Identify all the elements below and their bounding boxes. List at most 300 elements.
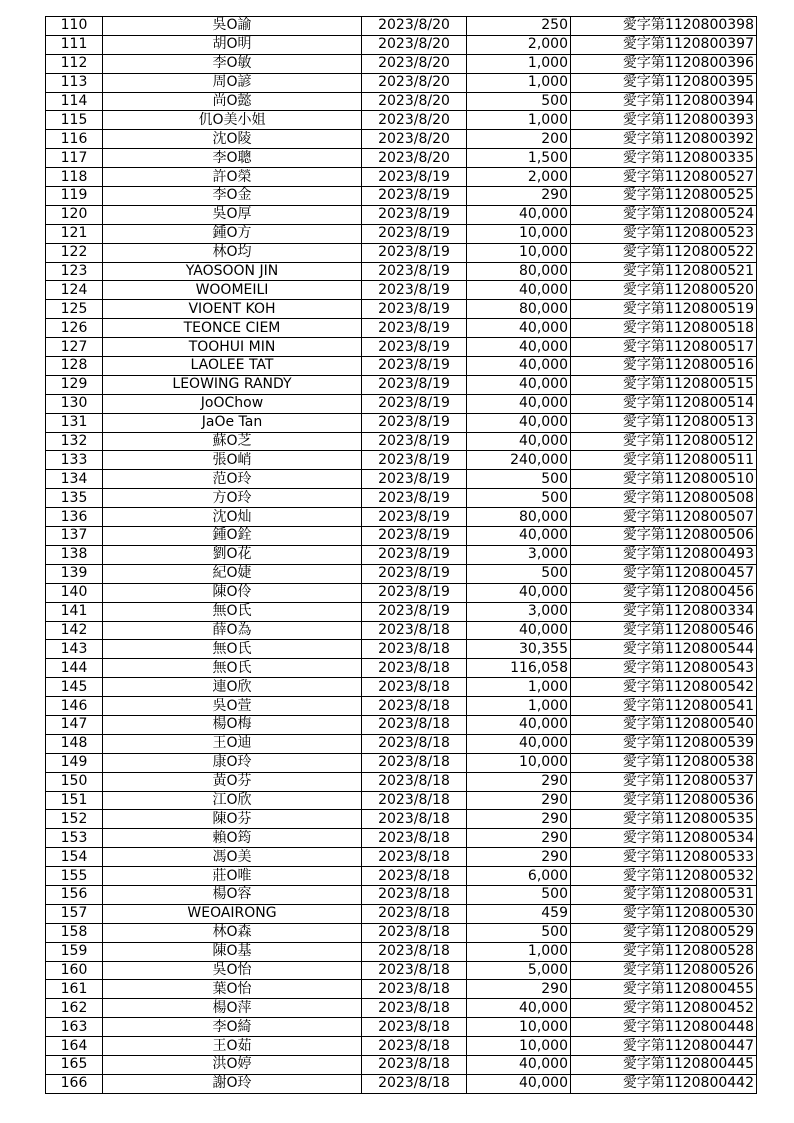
row-number: 136 bbox=[46, 508, 103, 527]
row-number: 164 bbox=[46, 1037, 103, 1056]
donation-amount: 3,000 bbox=[467, 602, 571, 621]
donation-amount: 2,000 bbox=[467, 168, 571, 187]
receipt-number: 愛字第1120800335 bbox=[571, 149, 757, 168]
donation-amount: 1,000 bbox=[467, 697, 571, 716]
donation-date: 2023/8/18 bbox=[362, 772, 467, 791]
donation-amount: 200 bbox=[467, 130, 571, 149]
donation-amount: 30,355 bbox=[467, 640, 571, 659]
receipt-number: 愛字第1120800515 bbox=[571, 375, 757, 394]
row-number: 146 bbox=[46, 697, 103, 716]
row-number: 157 bbox=[46, 904, 103, 923]
donation-amount: 5,000 bbox=[467, 961, 571, 980]
donation-date: 2023/8/18 bbox=[362, 810, 467, 829]
donation-date: 2023/8/18 bbox=[362, 715, 467, 734]
donation-date: 2023/8/19 bbox=[362, 583, 467, 602]
donation-date: 2023/8/19 bbox=[362, 470, 467, 489]
receipt-number: 愛字第1120800394 bbox=[571, 92, 757, 111]
row-number: 137 bbox=[46, 527, 103, 546]
donor-name: 洪O婷 bbox=[103, 1055, 362, 1074]
row-number: 132 bbox=[46, 432, 103, 451]
table-row bbox=[46, 621, 757, 640]
table-row bbox=[46, 678, 757, 697]
receipt-number: 愛字第1120800392 bbox=[571, 130, 757, 149]
donation-amount: 1,000 bbox=[467, 942, 571, 961]
receipt-number: 愛字第1120800513 bbox=[571, 413, 757, 432]
donor-name: 楊O梅 bbox=[103, 715, 362, 734]
donor-name: 吳O怡 bbox=[103, 961, 362, 980]
receipt-number: 愛字第1120800539 bbox=[571, 734, 757, 753]
donation-date: 2023/8/18 bbox=[362, 829, 467, 848]
donor-name: 無O氏 bbox=[103, 602, 362, 621]
donor-name: JaOe Tan bbox=[103, 413, 362, 432]
donation-date: 2023/8/19 bbox=[362, 243, 467, 262]
receipt-number: 愛字第1120800442 bbox=[571, 1074, 757, 1093]
donation-amount: 500 bbox=[467, 489, 571, 508]
donor-name: 連O欣 bbox=[103, 678, 362, 697]
table-row bbox=[46, 92, 757, 111]
donation-date: 2023/8/19 bbox=[362, 489, 467, 508]
row-number: 156 bbox=[46, 885, 103, 904]
donation-amount: 290 bbox=[467, 772, 571, 791]
table-row bbox=[46, 564, 757, 583]
receipt-number: 愛字第1120800529 bbox=[571, 923, 757, 942]
donation-date: 2023/8/19 bbox=[362, 300, 467, 319]
donation-amount: 2,000 bbox=[467, 35, 571, 54]
receipt-number: 愛字第1120800531 bbox=[571, 885, 757, 904]
donor-name: 王O茹 bbox=[103, 1037, 362, 1056]
donation-date: 2023/8/19 bbox=[362, 508, 467, 527]
table-row bbox=[46, 829, 757, 848]
row-number: 126 bbox=[46, 319, 103, 338]
donation-amount: 290 bbox=[467, 810, 571, 829]
donation-amount: 40,000 bbox=[467, 527, 571, 546]
donor-name: TOOHUI MIN bbox=[103, 338, 362, 357]
receipt-number: 愛字第1120800393 bbox=[571, 111, 757, 130]
row-number: 118 bbox=[46, 168, 103, 187]
donation-date: 2023/8/18 bbox=[362, 867, 467, 886]
table-row bbox=[46, 168, 757, 187]
donation-amount: 500 bbox=[467, 564, 571, 583]
donation-date: 2023/8/19 bbox=[362, 527, 467, 546]
receipt-number: 愛字第1120800544 bbox=[571, 640, 757, 659]
donation-amount: 3,000 bbox=[467, 545, 571, 564]
receipt-number: 愛字第1120800530 bbox=[571, 904, 757, 923]
donor-name: 范O玲 bbox=[103, 470, 362, 489]
table-row bbox=[46, 942, 757, 961]
table-row bbox=[46, 73, 757, 92]
row-number: 124 bbox=[46, 281, 103, 300]
row-number: 122 bbox=[46, 243, 103, 262]
donor-name: 周O諺 bbox=[103, 73, 362, 92]
donation-date: 2023/8/20 bbox=[362, 149, 467, 168]
receipt-number: 愛字第1120800493 bbox=[571, 545, 757, 564]
table-row bbox=[46, 281, 757, 300]
donation-date: 2023/8/19 bbox=[362, 205, 467, 224]
donation-date: 2023/8/18 bbox=[362, 848, 467, 867]
row-number: 133 bbox=[46, 451, 103, 470]
donation-date: 2023/8/19 bbox=[362, 168, 467, 187]
table-row bbox=[46, 697, 757, 716]
row-number: 166 bbox=[46, 1074, 103, 1093]
table-row bbox=[46, 205, 757, 224]
row-number: 130 bbox=[46, 394, 103, 413]
donor-name: VIOENT KOH bbox=[103, 300, 362, 319]
donation-amount: 10,000 bbox=[467, 243, 571, 262]
table-row bbox=[46, 715, 757, 734]
row-number: 111 bbox=[46, 35, 103, 54]
donor-name: 黃O芬 bbox=[103, 772, 362, 791]
donation-amount: 290 bbox=[467, 791, 571, 810]
table-row bbox=[46, 602, 757, 621]
table-row bbox=[46, 1055, 757, 1074]
donation-amount: 40,000 bbox=[467, 338, 571, 357]
table-row bbox=[46, 357, 757, 376]
row-number: 151 bbox=[46, 791, 103, 810]
table-row bbox=[46, 659, 757, 678]
row-number: 148 bbox=[46, 734, 103, 753]
donation-date: 2023/8/19 bbox=[362, 394, 467, 413]
donor-name: 康O玲 bbox=[103, 753, 362, 772]
table-row bbox=[46, 1037, 757, 1056]
table-row bbox=[46, 338, 757, 357]
receipt-number: 愛字第1120800541 bbox=[571, 697, 757, 716]
donation-table bbox=[45, 16, 757, 1094]
donation-date: 2023/8/18 bbox=[362, 1074, 467, 1093]
receipt-number: 愛字第1120800396 bbox=[571, 54, 757, 73]
donation-amount: 40,000 bbox=[467, 281, 571, 300]
donation-date: 2023/8/18 bbox=[362, 980, 467, 999]
receipt-number: 愛字第1120800528 bbox=[571, 942, 757, 961]
row-number: 160 bbox=[46, 961, 103, 980]
donor-name: 鍾O銓 bbox=[103, 527, 362, 546]
donation-date: 2023/8/19 bbox=[362, 357, 467, 376]
donor-name: 莊O唯 bbox=[103, 867, 362, 886]
receipt-number: 愛字第1120800546 bbox=[571, 621, 757, 640]
row-number: 162 bbox=[46, 999, 103, 1018]
row-number: 134 bbox=[46, 470, 103, 489]
donation-date: 2023/8/20 bbox=[362, 130, 467, 149]
donation-date: 2023/8/20 bbox=[362, 111, 467, 130]
table-row bbox=[46, 999, 757, 1018]
donor-name: 賴O筠 bbox=[103, 829, 362, 848]
donation-date: 2023/8/18 bbox=[362, 678, 467, 697]
donor-name: 鍾O方 bbox=[103, 224, 362, 243]
row-number: 139 bbox=[46, 564, 103, 583]
donor-name: 尚O懿 bbox=[103, 92, 362, 111]
table-row bbox=[46, 300, 757, 319]
row-number: 150 bbox=[46, 772, 103, 791]
row-number: 153 bbox=[46, 829, 103, 848]
donor-name: 楊O萍 bbox=[103, 999, 362, 1018]
table-row bbox=[46, 262, 757, 281]
row-number: 163 bbox=[46, 1018, 103, 1037]
donation-date: 2023/8/18 bbox=[362, 640, 467, 659]
row-number: 140 bbox=[46, 583, 103, 602]
donation-amount: 40,000 bbox=[467, 583, 571, 602]
row-number: 165 bbox=[46, 1055, 103, 1074]
row-number: 114 bbox=[46, 92, 103, 111]
donation-amount: 6,000 bbox=[467, 867, 571, 886]
table-row bbox=[46, 432, 757, 451]
donation-amount: 40,000 bbox=[467, 205, 571, 224]
donation-date: 2023/8/19 bbox=[362, 262, 467, 281]
receipt-number: 愛字第1120800516 bbox=[571, 357, 757, 376]
receipt-number: 愛字第1120800536 bbox=[571, 791, 757, 810]
donation-amount: 1,000 bbox=[467, 73, 571, 92]
table-row bbox=[46, 527, 757, 546]
donation-date: 2023/8/18 bbox=[362, 999, 467, 1018]
row-number: 127 bbox=[46, 338, 103, 357]
receipt-number: 愛字第1120800533 bbox=[571, 848, 757, 867]
row-number: 152 bbox=[46, 810, 103, 829]
receipt-number: 愛字第1120800538 bbox=[571, 753, 757, 772]
row-number: 142 bbox=[46, 621, 103, 640]
receipt-number: 愛字第1120800512 bbox=[571, 432, 757, 451]
donation-amount: 40,000 bbox=[467, 319, 571, 338]
table-row bbox=[46, 111, 757, 130]
row-number: 116 bbox=[46, 130, 103, 149]
row-number: 119 bbox=[46, 187, 103, 206]
donor-name: 許O榮 bbox=[103, 168, 362, 187]
receipt-number: 愛字第1120800524 bbox=[571, 205, 757, 224]
row-number: 121 bbox=[46, 224, 103, 243]
donation-date: 2023/8/18 bbox=[362, 923, 467, 942]
table-row bbox=[46, 149, 757, 168]
receipt-number: 愛字第1120800534 bbox=[571, 829, 757, 848]
receipt-number: 愛字第1120800395 bbox=[571, 73, 757, 92]
table-row bbox=[46, 583, 757, 602]
table-row bbox=[46, 640, 757, 659]
row-number: 155 bbox=[46, 867, 103, 886]
donation-date: 2023/8/18 bbox=[362, 961, 467, 980]
donation-amount: 40,000 bbox=[467, 715, 571, 734]
donor-name: 紀O婕 bbox=[103, 564, 362, 583]
table-row bbox=[46, 489, 757, 508]
table-row bbox=[46, 375, 757, 394]
row-number: 143 bbox=[46, 640, 103, 659]
donor-name: 馮O美 bbox=[103, 848, 362, 867]
donation-date: 2023/8/18 bbox=[362, 734, 467, 753]
row-number: 149 bbox=[46, 753, 103, 772]
donation-amount: 80,000 bbox=[467, 262, 571, 281]
donation-date: 2023/8/18 bbox=[362, 1037, 467, 1056]
receipt-number: 愛字第1120800520 bbox=[571, 281, 757, 300]
donor-name: 陳O芬 bbox=[103, 810, 362, 829]
donation-date: 2023/8/18 bbox=[362, 659, 467, 678]
donation-amount: 250 bbox=[467, 17, 571, 36]
row-number: 123 bbox=[46, 262, 103, 281]
table-row bbox=[46, 224, 757, 243]
donation-amount: 40,000 bbox=[467, 999, 571, 1018]
table-row bbox=[46, 772, 757, 791]
donation-amount: 290 bbox=[467, 187, 571, 206]
donation-date: 2023/8/19 bbox=[362, 187, 467, 206]
table-row bbox=[46, 545, 757, 564]
donation-amount: 240,000 bbox=[467, 451, 571, 470]
receipt-number: 愛字第1120800511 bbox=[571, 451, 757, 470]
donor-name: 薛O為 bbox=[103, 621, 362, 640]
row-number: 161 bbox=[46, 980, 103, 999]
table-row bbox=[46, 394, 757, 413]
donation-date: 2023/8/19 bbox=[362, 281, 467, 300]
donation-amount: 40,000 bbox=[467, 1055, 571, 1074]
receipt-number: 愛字第1120800510 bbox=[571, 470, 757, 489]
donation-amount: 40,000 bbox=[467, 432, 571, 451]
donation-amount: 40,000 bbox=[467, 734, 571, 753]
donation-amount: 80,000 bbox=[467, 508, 571, 527]
donor-name: 江O欣 bbox=[103, 791, 362, 810]
donor-name: 李O敏 bbox=[103, 54, 362, 73]
table-row bbox=[46, 734, 757, 753]
receipt-number: 愛字第1120800540 bbox=[571, 715, 757, 734]
row-number: 128 bbox=[46, 357, 103, 376]
donor-name: TEONCE CIEM bbox=[103, 319, 362, 338]
table-row bbox=[46, 1074, 757, 1093]
receipt-number: 愛字第1120800445 bbox=[571, 1055, 757, 1074]
donor-name: 沈O陵 bbox=[103, 130, 362, 149]
table-row bbox=[46, 867, 757, 886]
donor-name: 林O森 bbox=[103, 923, 362, 942]
donor-name: 陳O基 bbox=[103, 942, 362, 961]
table-row bbox=[46, 791, 757, 810]
donation-date: 2023/8/19 bbox=[362, 413, 467, 432]
row-number: 110 bbox=[46, 17, 103, 36]
donor-name: YAOSOON JIN bbox=[103, 262, 362, 281]
donation-date: 2023/8/18 bbox=[362, 791, 467, 810]
row-number: 144 bbox=[46, 659, 103, 678]
row-number: 113 bbox=[46, 73, 103, 92]
donor-name: JoOChow bbox=[103, 394, 362, 413]
table-row bbox=[46, 17, 757, 36]
table-row bbox=[46, 1018, 757, 1037]
receipt-number: 愛字第1120800514 bbox=[571, 394, 757, 413]
table-row bbox=[46, 470, 757, 489]
receipt-number: 愛字第1120800518 bbox=[571, 319, 757, 338]
receipt-number: 愛字第1120800527 bbox=[571, 168, 757, 187]
table-row bbox=[46, 187, 757, 206]
row-number: 145 bbox=[46, 678, 103, 697]
table-row bbox=[46, 413, 757, 432]
donor-name: 吳O萱 bbox=[103, 697, 362, 716]
receipt-number: 愛字第1120800542 bbox=[571, 678, 757, 697]
row-number: 141 bbox=[46, 602, 103, 621]
donation-date: 2023/8/19 bbox=[362, 338, 467, 357]
donation-date: 2023/8/20 bbox=[362, 54, 467, 73]
donation-date: 2023/8/20 bbox=[362, 35, 467, 54]
donor-name: 吳O厚 bbox=[103, 205, 362, 224]
table-row bbox=[46, 130, 757, 149]
donation-date: 2023/8/18 bbox=[362, 697, 467, 716]
donation-amount: 1,500 bbox=[467, 149, 571, 168]
receipt-number: 愛字第1120800543 bbox=[571, 659, 757, 678]
donation-date: 2023/8/18 bbox=[362, 753, 467, 772]
donation-amount: 1,000 bbox=[467, 678, 571, 697]
donation-amount: 40,000 bbox=[467, 413, 571, 432]
table-row bbox=[46, 451, 757, 470]
receipt-number: 愛字第1120800334 bbox=[571, 602, 757, 621]
donor-name: 謝O玲 bbox=[103, 1074, 362, 1093]
row-number: 125 bbox=[46, 300, 103, 319]
receipt-number: 愛字第1120800521 bbox=[571, 262, 757, 281]
donor-name: WOOMEILI bbox=[103, 281, 362, 300]
donation-amount: 40,000 bbox=[467, 375, 571, 394]
donation-amount: 290 bbox=[467, 980, 571, 999]
receipt-number: 愛字第1120800457 bbox=[571, 564, 757, 583]
donor-name: 張O峭 bbox=[103, 451, 362, 470]
row-number: 159 bbox=[46, 942, 103, 961]
donation-amount: 290 bbox=[467, 829, 571, 848]
table-row bbox=[46, 848, 757, 867]
donation-date: 2023/8/20 bbox=[362, 17, 467, 36]
donation-amount: 500 bbox=[467, 470, 571, 489]
receipt-number: 愛字第1120800448 bbox=[571, 1018, 757, 1037]
table-row bbox=[46, 243, 757, 262]
row-number: 120 bbox=[46, 205, 103, 224]
donation-amount: 10,000 bbox=[467, 1037, 571, 1056]
donation-date: 2023/8/18 bbox=[362, 885, 467, 904]
donation-date: 2023/8/18 bbox=[362, 1055, 467, 1074]
row-number: 138 bbox=[46, 545, 103, 564]
receipt-number: 愛字第1120800523 bbox=[571, 224, 757, 243]
donation-date: 2023/8/18 bbox=[362, 621, 467, 640]
donation-amount: 10,000 bbox=[467, 753, 571, 772]
row-number: 129 bbox=[46, 375, 103, 394]
donation-table-body bbox=[46, 17, 757, 1094]
table-row bbox=[46, 923, 757, 942]
donation-amount: 500 bbox=[467, 885, 571, 904]
receipt-number: 愛字第1120800522 bbox=[571, 243, 757, 262]
donor-name: 葉O怡 bbox=[103, 980, 362, 999]
receipt-number: 愛字第1120800535 bbox=[571, 810, 757, 829]
receipt-number: 愛字第1120800507 bbox=[571, 508, 757, 527]
table-row bbox=[46, 508, 757, 527]
receipt-number: 愛字第1120800526 bbox=[571, 961, 757, 980]
row-number: 147 bbox=[46, 715, 103, 734]
donation-amount: 40,000 bbox=[467, 621, 571, 640]
receipt-number: 愛字第1120800455 bbox=[571, 980, 757, 999]
receipt-number: 愛字第1120800532 bbox=[571, 867, 757, 886]
donation-date: 2023/8/19 bbox=[362, 319, 467, 338]
receipt-number: 愛字第1120800456 bbox=[571, 583, 757, 602]
donation-date: 2023/8/20 bbox=[362, 73, 467, 92]
donation-amount: 290 bbox=[467, 848, 571, 867]
donation-amount: 500 bbox=[467, 923, 571, 942]
donation-amount: 40,000 bbox=[467, 357, 571, 376]
row-number: 131 bbox=[46, 413, 103, 432]
donation-date: 2023/8/19 bbox=[362, 564, 467, 583]
donation-date: 2023/8/18 bbox=[362, 1018, 467, 1037]
donation-date: 2023/8/18 bbox=[362, 904, 467, 923]
donation-date: 2023/8/19 bbox=[362, 224, 467, 243]
row-number: 158 bbox=[46, 923, 103, 942]
donor-name: 吳O諭 bbox=[103, 17, 362, 36]
donor-name: 陳O伶 bbox=[103, 583, 362, 602]
donation-amount: 1,000 bbox=[467, 54, 571, 73]
table-row bbox=[46, 961, 757, 980]
receipt-number: 愛字第1120800517 bbox=[571, 338, 757, 357]
donation-date: 2023/8/19 bbox=[362, 545, 467, 564]
donation-date: 2023/8/19 bbox=[362, 432, 467, 451]
donation-date: 2023/8/19 bbox=[362, 602, 467, 621]
donation-date: 2023/8/19 bbox=[362, 375, 467, 394]
donation-amount: 116,058 bbox=[467, 659, 571, 678]
row-number: 117 bbox=[46, 149, 103, 168]
table-row bbox=[46, 319, 757, 338]
row-number: 112 bbox=[46, 54, 103, 73]
receipt-number: 愛字第1120800397 bbox=[571, 35, 757, 54]
table-row bbox=[46, 54, 757, 73]
donation-amount: 500 bbox=[467, 92, 571, 111]
